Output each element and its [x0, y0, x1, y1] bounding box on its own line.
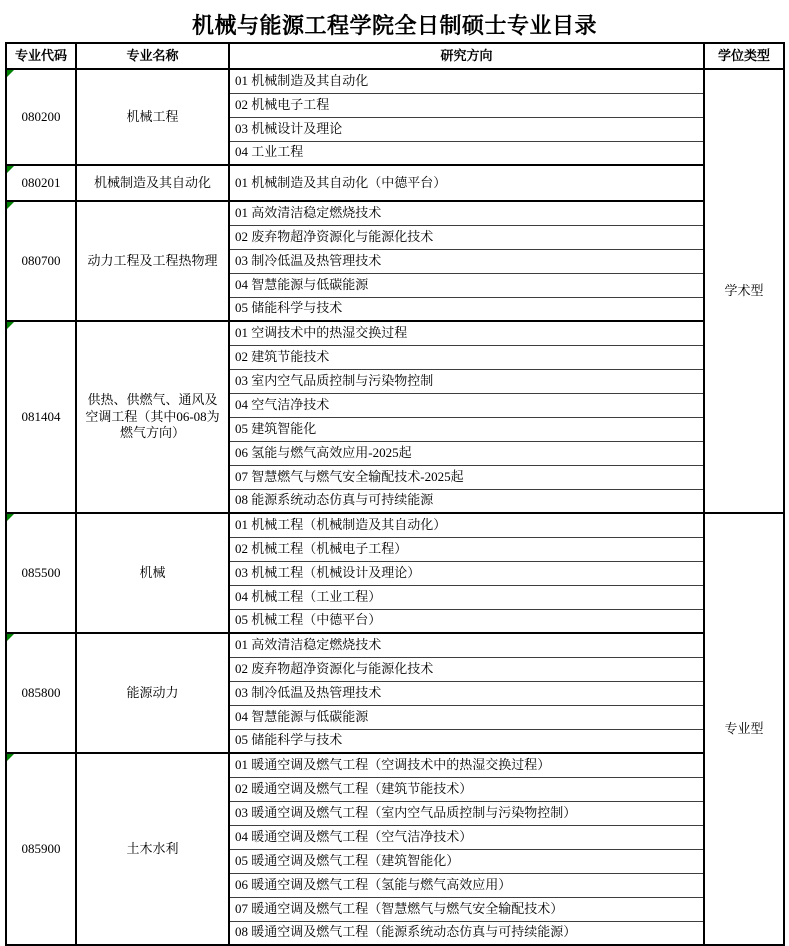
- major-code: 080200: [21, 108, 61, 124]
- major-name-cell: 机械工程: [76, 69, 229, 165]
- research-direction-cell: 04 智慧能源与低碳能源: [229, 705, 704, 729]
- research-direction-cell: 08 暖通空调及燃气工程（能源系统动态仿真与可持续能源）: [229, 921, 704, 945]
- research-direction-cell: 02 机械工程（机械电子工程）: [229, 537, 704, 561]
- degree-type-cell: 学术型: [704, 69, 784, 513]
- table-row: [6, 321, 784, 345]
- research-direction-cell: 05 建筑智能化: [229, 417, 704, 441]
- research-direction-cell: 06 暖通空调及燃气工程（氢能与燃气高效应用）: [229, 873, 704, 897]
- major-code-cell: [6, 633, 76, 753]
- research-direction-cell: 06 氢能与燃气高效应用-2025起: [229, 441, 704, 465]
- major-code: 080700: [21, 252, 61, 268]
- research-direction-cell: 01 高效清洁稳定燃烧技术: [229, 201, 704, 225]
- table-body: [6, 69, 784, 945]
- research-direction-cell: 01 机械工程（机械制造及其自动化）: [229, 513, 704, 537]
- research-direction-cell: 03 机械设计及理论: [229, 117, 704, 141]
- research-direction-cell: 03 制冷低温及热管理技术: [229, 681, 704, 705]
- table-row: [6, 165, 784, 201]
- research-direction-cell: 02 废弃物超净资源化与能源化技术: [229, 225, 704, 249]
- major-name-cell: 动力工程及工程热物理: [76, 201, 229, 321]
- major-name-cell: 机械制造及其自动化: [76, 165, 229, 201]
- research-direction-cell: 01 机械制造及其自动化（中德平台）: [229, 165, 704, 201]
- research-direction-cell: 02 建筑节能技术: [229, 345, 704, 369]
- green-error-triangle-icon: [7, 202, 14, 209]
- green-error-triangle-icon: [7, 166, 14, 173]
- major-code-cell: [6, 513, 76, 633]
- program-directory-table: [5, 42, 785, 946]
- research-direction-cell: 04 工业工程: [229, 141, 704, 165]
- major-code-cell: [6, 69, 76, 165]
- research-direction-cell: 02 暖通空调及燃气工程（建筑节能技术）: [229, 777, 704, 801]
- major-code-cell: [6, 753, 76, 945]
- major-name-cell: 土木水利: [76, 753, 229, 945]
- column-header-degree-type: 学位类型: [704, 43, 784, 69]
- green-error-triangle-icon: [7, 754, 14, 761]
- degree-type-cell: 专业型: [704, 513, 784, 945]
- research-direction-cell: 01 高效清洁稳定燃烧技术: [229, 633, 704, 657]
- research-direction-cell: 03 室内空气品质控制与污染物控制: [229, 369, 704, 393]
- research-direction-cell: 02 废弃物超净资源化与能源化技术: [229, 657, 704, 681]
- page-title: 机械与能源工程学院全日制硕士专业目录: [191, 13, 597, 38]
- major-code: 085900: [21, 840, 61, 856]
- table-row: [6, 69, 784, 93]
- major-code: 085800: [21, 684, 61, 700]
- green-error-triangle-icon: [7, 322, 14, 329]
- major-code-cell: [6, 321, 76, 513]
- major-code: 081404: [21, 408, 61, 424]
- research-direction-cell: 01 暖通空调及燃气工程（空调技术中的热湿交换过程）: [229, 753, 704, 777]
- research-direction-cell: 05 机械工程（中德平台）: [229, 609, 704, 633]
- major-code-cell: [6, 165, 76, 201]
- research-direction-cell: 01 空调技术中的热湿交换过程: [229, 321, 704, 345]
- research-direction-cell: 04 机械工程（工业工程）: [229, 585, 704, 609]
- research-direction-cell: 01 机械制造及其自动化: [229, 69, 704, 93]
- research-direction-cell: 05 储能科学与技术: [229, 297, 704, 321]
- major-name-cell: 机械: [76, 513, 229, 633]
- research-direction-cell: 05 储能科学与技术: [229, 729, 704, 753]
- research-direction-cell: 07 暖通空调及燃气工程（智慧燃气与燃气安全输配技术）: [229, 897, 704, 921]
- table-row: [6, 201, 784, 225]
- research-direction-cell: 07 智慧燃气与燃气安全输配技术-2025起: [229, 465, 704, 489]
- research-direction-cell: 08 能源系统动态仿真与可持续能源: [229, 489, 704, 513]
- column-header-research-direction: 研究方向: [229, 43, 704, 69]
- major-code: 080201: [21, 174, 61, 190]
- major-name-cell: 供热、供燃气、通风及空调工程（其中06-08为燃气方向）: [76, 321, 229, 513]
- table-row: [6, 753, 784, 777]
- research-direction-cell: 04 智慧能源与低碳能源: [229, 273, 704, 297]
- table-header-row: [6, 43, 784, 69]
- table-row: [6, 633, 784, 657]
- research-direction-cell: 05 暖通空调及燃气工程（建筑智能化）: [229, 849, 704, 873]
- green-error-triangle-icon: [7, 634, 14, 641]
- research-direction-cell: 04 暖通空调及燃气工程（空气洁净技术）: [229, 825, 704, 849]
- green-error-triangle-icon: [7, 70, 14, 77]
- major-code: 085500: [21, 564, 61, 580]
- column-header-major-code: 专业代码: [6, 43, 76, 69]
- research-direction-cell: 03 制冷低温及热管理技术: [229, 249, 704, 273]
- green-error-triangle-icon: [7, 514, 14, 521]
- research-direction-cell: 03 暖通空调及燃气工程（室内空气品质控制与污染物控制）: [229, 801, 704, 825]
- table-row: [6, 513, 784, 537]
- research-direction-cell: 04 空气洁净技术: [229, 393, 704, 417]
- major-name-cell: 能源动力: [76, 633, 229, 753]
- research-direction-cell: 02 机械电子工程: [229, 93, 704, 117]
- column-header-major-name: 专业名称: [76, 43, 229, 69]
- research-direction-cell: 03 机械工程（机械设计及理论）: [229, 561, 704, 585]
- major-code-cell: [6, 201, 76, 321]
